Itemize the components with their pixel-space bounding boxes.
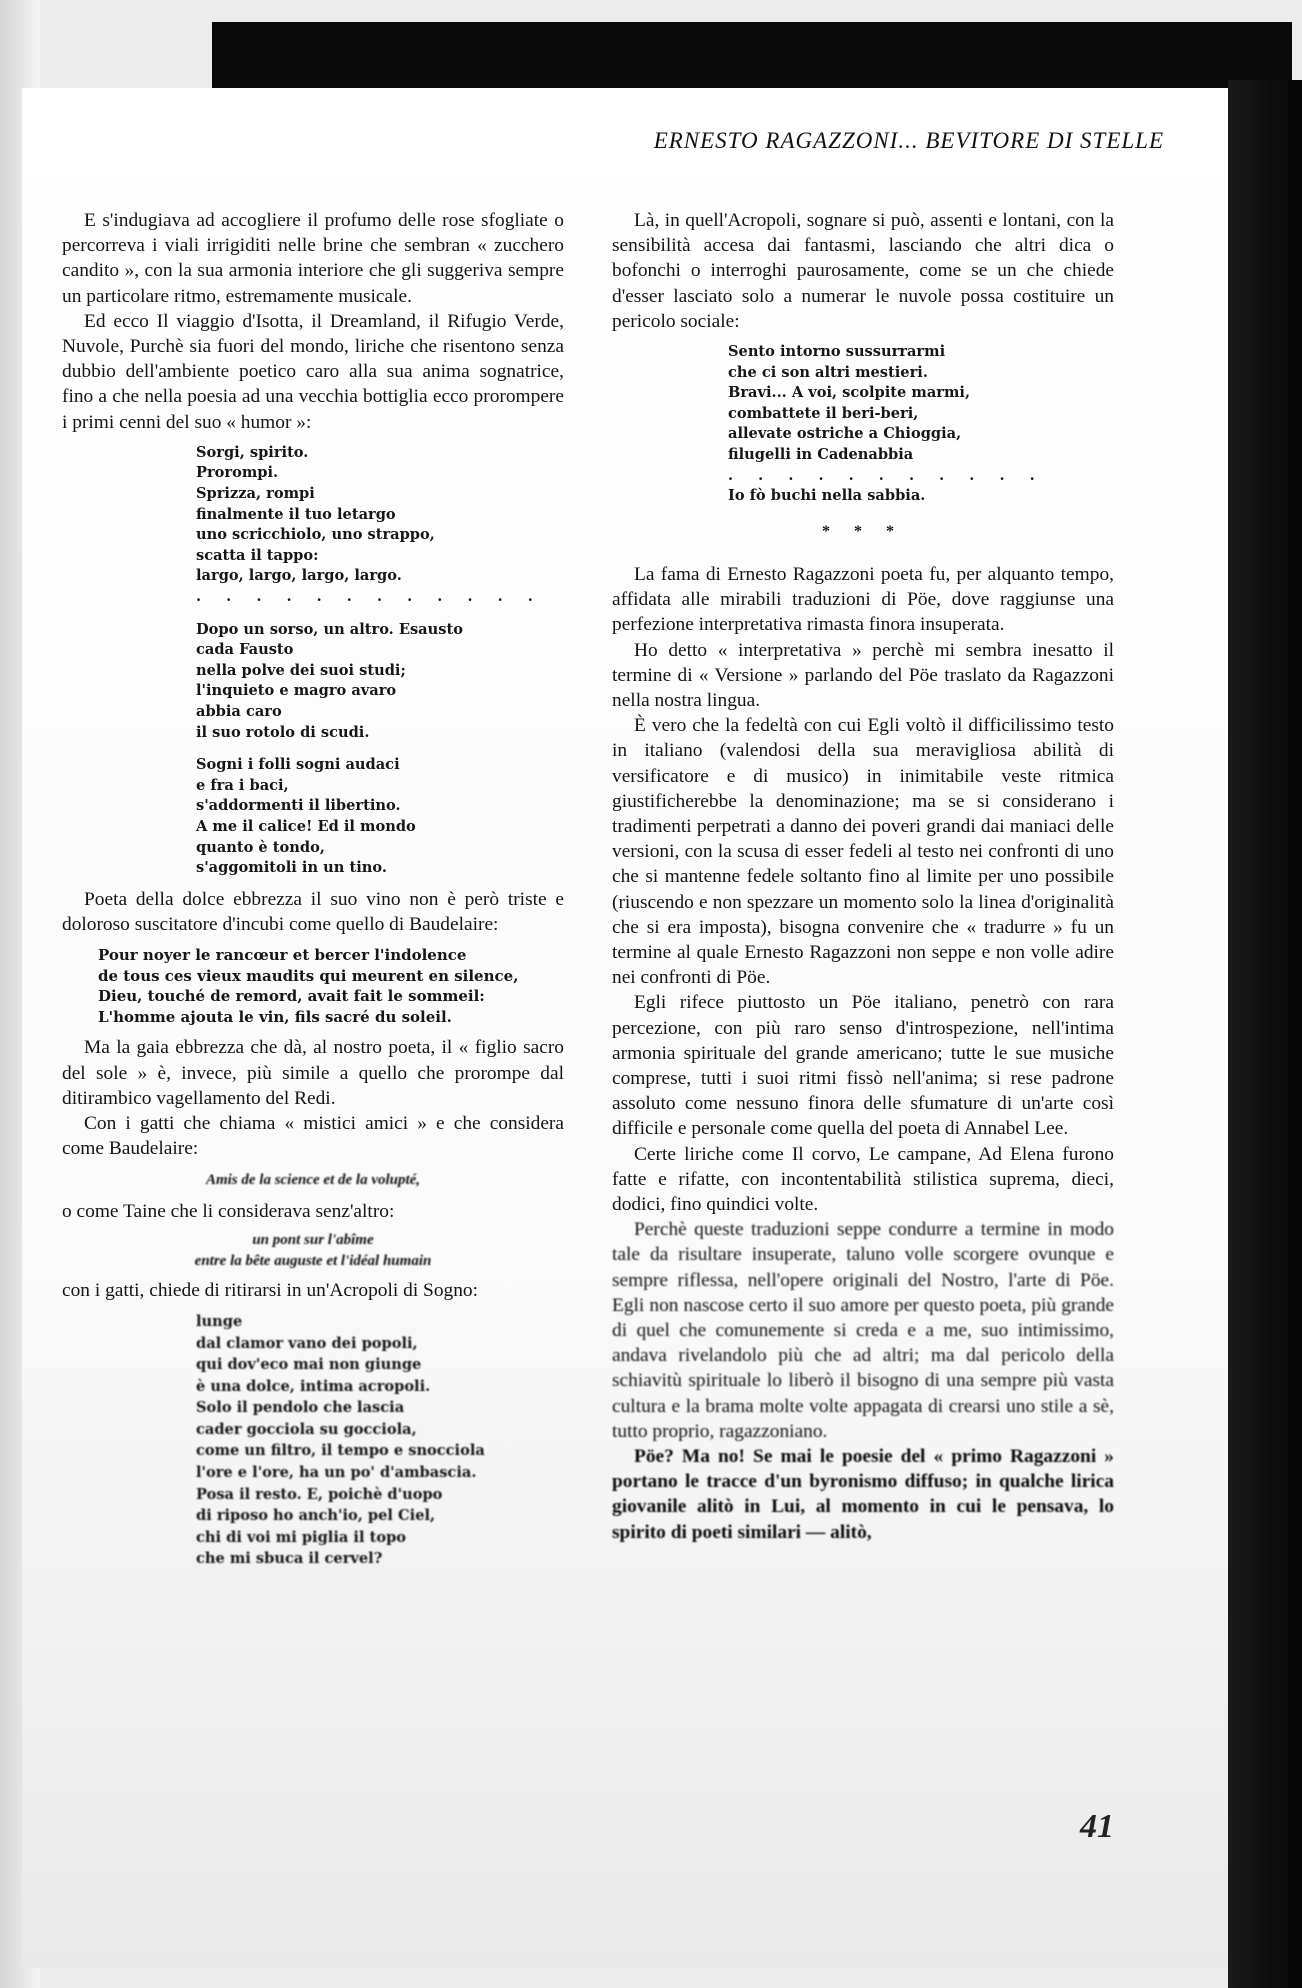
verse-line: Sento intorno sussurrarmi (728, 343, 946, 361)
verse-line: s'addormenti il libertino. (196, 797, 401, 815)
verse-line: Sogni i folli sogni audaci (196, 756, 400, 774)
verse-line: de tous ces vieux maudits qui meurent en silence, (98, 966, 519, 985)
quote-line: entre la bête auguste et l'idéal humain (194, 1252, 432, 1269)
ellipsis-dots: . . . . . . . . . . . . (196, 587, 543, 605)
verse-line: quanto è tondo, (196, 838, 325, 856)
paragraph: La fama di Ernesto Ragazzoni poeta fu, per alquanto tempo, affidata alle mirabili traduzioni di Pöe, dove raggiunse una perfezione interpretativa rimasta finora insuperata. (612, 563, 1114, 636)
verse-line: Dieu, touché de remord, avait fait le sommeil: (98, 987, 485, 1006)
right-column (612, 208, 1114, 1545)
french-quote (62, 945, 564, 1027)
verse-line: uno scricchiolo, uno strappo, (196, 526, 435, 544)
baudelaire-quote: Amis de la science et de la volupté, (205, 1171, 421, 1188)
paragraph: Perchè queste traduzioni seppe condurre a termine in modo tale da risultare insuperate, taluno volle scorgere ovunque e sempre riflessa, nell'opere originali del Nostro, l'arte di Pöe. Egli non nascose certo il suo amore per questo poeta, più grande di quel che comunemente si creda e a me, suo intimissimo, andava rivelandolo più che ad altri; ma dal pericolo della schiavitù spirituale lo liberò il bisogno di una sempre più vasta cultura e la brama molte volte appagata di crearsi uno stile a sè, tutto proprio, ragazzoniano. (612, 1219, 1114, 1442)
verse-line: dal clamor vano dei popoli, (196, 1334, 418, 1352)
verse-line: L'homme ajouta le vin, fils sacré du soleil. (98, 1007, 452, 1026)
verse-line: di riposo ho anch'io, pel Ciel, (196, 1507, 436, 1525)
paragraph: Ed ecco Il viaggio d'Isotta, il Dreamland, il Rifugio Verde, Nuvole, Purchè sia fuori del mondo, liriche che risentono senza dubbio dell'ambiente poetico caro alla sua anima sognatrice, fino a che nella poesia ad una vecchia bottiglia ecco prorompere i primi cenni del suo « humor »: (62, 310, 564, 433)
verse-line: cada Fausto (196, 641, 294, 659)
paragraph: Poeta della dolce ebbrezza il suo vino non è però triste e doloroso suscitatore d'incubi come quello di Baudelaire: (62, 888, 564, 935)
paragraph: Là, in quell'Acropoli, sognare si può, assenti e lontani, con la sensibilità accesa dai fantasmi, lasciando che altri dica o bofonchi o interroghi paurosamente, come se un che chiede d'esser lasciato solo a numerar le nuvole possa costituire un pericolo sociale: (612, 210, 1114, 332)
paragraph: Certe liriche come Il corvo, Le campane, Ad Elena furono fatte e rifatte, con incontentabilità stilistica suprema, dieci, dodici, fino quindici volte. (612, 1143, 1114, 1216)
running-title: ERNESTO RAGAZZONI... BEVITORE DI STELLE (653, 128, 1164, 153)
quote-line: un pont sur l'abîme (252, 1231, 374, 1248)
scan-frame-right (1228, 80, 1302, 1988)
verse-line: l'inquieto e magro avaro (196, 682, 397, 700)
ellipsis-dots: . . . . . . . . . . . (728, 466, 1045, 484)
verse-line: qui dov'eco mai non giunge (196, 1356, 422, 1374)
paragraph: E s'indugiava ad accogliere il profumo delle rose sfogliate o percorreva i viali irrigiditi nelle brine che sembran « zucchero candito », con la sua armonia interiore che gli suggeriva sempre un particolare ritmo, estremamente musicale. (62, 210, 564, 307)
verse-line: che ci son altri mestieri. (728, 363, 928, 381)
paragraph: È vero che la fedeltà con cui Egli voltò il difficilissimo testo in italiano (valendosi della sua meravigliosa abilità di versificatore e di musico) in inimitabile veste ritmica giustificherebbe la denominazione; ma se si considerano i tradimenti perpetrati a danno dei poveri grandi dai maniaci delle versioni, con la scusa di esser fedeli al testo nei confronti di uno che si mantenne fedele soltanto fino al limite per uno possibile (riuscendo e non spezzare un momento solo la linea d'originalità che si era imposta), bisogna convenire che « tradurre » fu un termine al quale Ernesto Ragazzoni non seppe e non volle adire nei confronti di Pöe. (612, 715, 1114, 989)
verse-line: Prorompi. (196, 464, 279, 482)
verse-line: lunge (196, 1312, 243, 1330)
page-number: 41 (1080, 1808, 1114, 1845)
paragraph: Con i gatti che chiama « mistici amici » e che considera come Baudelaire: (62, 1113, 564, 1160)
taine-quote (62, 1230, 564, 1272)
paragraph: con i gatti, chiede di ritirarsi in un'Acropoli di Sogno: (62, 1279, 479, 1301)
verse-line: Sprizza, rompi (196, 485, 315, 503)
verse-line: Solo il pendolo che lascia (196, 1399, 405, 1417)
verse-line: finalmente il tuo letargo (196, 505, 396, 523)
verse-block (62, 1311, 564, 1570)
verse-line: Bravi... A voi, scolpite marmi, (728, 384, 971, 402)
verse-line: chi di voi mi piglia il topo (196, 1528, 407, 1546)
verse-line: e fra i baci, (196, 776, 289, 794)
verse-line: abbia caro (196, 702, 282, 720)
verse-line: A me il calice! Ed il mondo (196, 817, 416, 835)
verse-line: filugelli in Cadenabbia (728, 445, 914, 463)
verse-line: come un filtro, il tempo e snocciola (196, 1442, 485, 1460)
verse-line: Sorgi, spirito. (196, 443, 309, 461)
verse-line: l'ore e l'ore, ha un po' d'ambascia. (196, 1464, 477, 1482)
verse-line: scatta il tappo: (196, 546, 319, 564)
paragraph: Ma la gaia ebbrezza che dà, al nostro poeta, il « figlio sacro del sole » è, invece, più simile a quello che prorompe dal ditirambico vagellamento del Redi. (62, 1037, 564, 1109)
paragraph: Egli rifece piuttosto un Pöe italiano, penetrò con rara percezione, con più raro senso d'introspezione, nell'intima armonia spirituale del grande americano; tutte le sue musiche comprese, tutti i suoi ritmi fissò nell'anima; si rese padrone assoluto come nessuno finora delle sfumature di un'arte così difficile e personale come quella del poeta di Annabel Lee. (612, 992, 1114, 1140)
verse-line: Io fò buchi nella sabbia. (728, 487, 926, 505)
verse-line: che mi sbuca il cervel? (196, 1550, 383, 1568)
verse-line: cader gocciola su gocciola, (196, 1420, 417, 1438)
verse-block (62, 443, 564, 879)
verse-block (612, 342, 1114, 507)
verse-line: combattete il beri-beri, (728, 404, 919, 422)
verse-line: allevate ostriche a Chioggia, (728, 425, 962, 443)
verse-line: Posa il resto. E, poichè d'uopo (196, 1485, 443, 1503)
paragraph: Pöe? Ma no! Se mai le poesie del « primo Ragazzoni » portano le tracce d'un byronismo diffuso; in qualche lirica giovanile alitò in Lui, al momento in cui le pensava, lo spirito di poeti similari — alitò, (612, 1446, 1114, 1543)
verse-line: Pour noyer le rancœur et bercer l'indolence (98, 946, 467, 965)
verse-line: Dopo un sorso, un altro. Esausto (196, 620, 463, 638)
verse-line: largo, largo, largo, largo. (196, 567, 402, 585)
section-separator: * * * (822, 522, 904, 540)
verse-line: è una dolce, intima acropoli. (196, 1377, 431, 1395)
paragraph: Ho detto « interpretativa » perchè mi sembra inesatto il termine di « Versione » parlando del Pöe traslato da Ragazzoni nella nostra lingua. (612, 639, 1114, 711)
verse-line: s'aggomitoli in un tino. (196, 859, 387, 877)
verse-line: il suo rotolo di scudi. (196, 723, 370, 741)
paragraph: o come Taine che li considerava senz'altro: (62, 1200, 395, 1222)
verse-line: nella polve dei suoi studi; (196, 661, 406, 679)
left-column (62, 208, 564, 1578)
scan-frame-top (212, 22, 1292, 90)
